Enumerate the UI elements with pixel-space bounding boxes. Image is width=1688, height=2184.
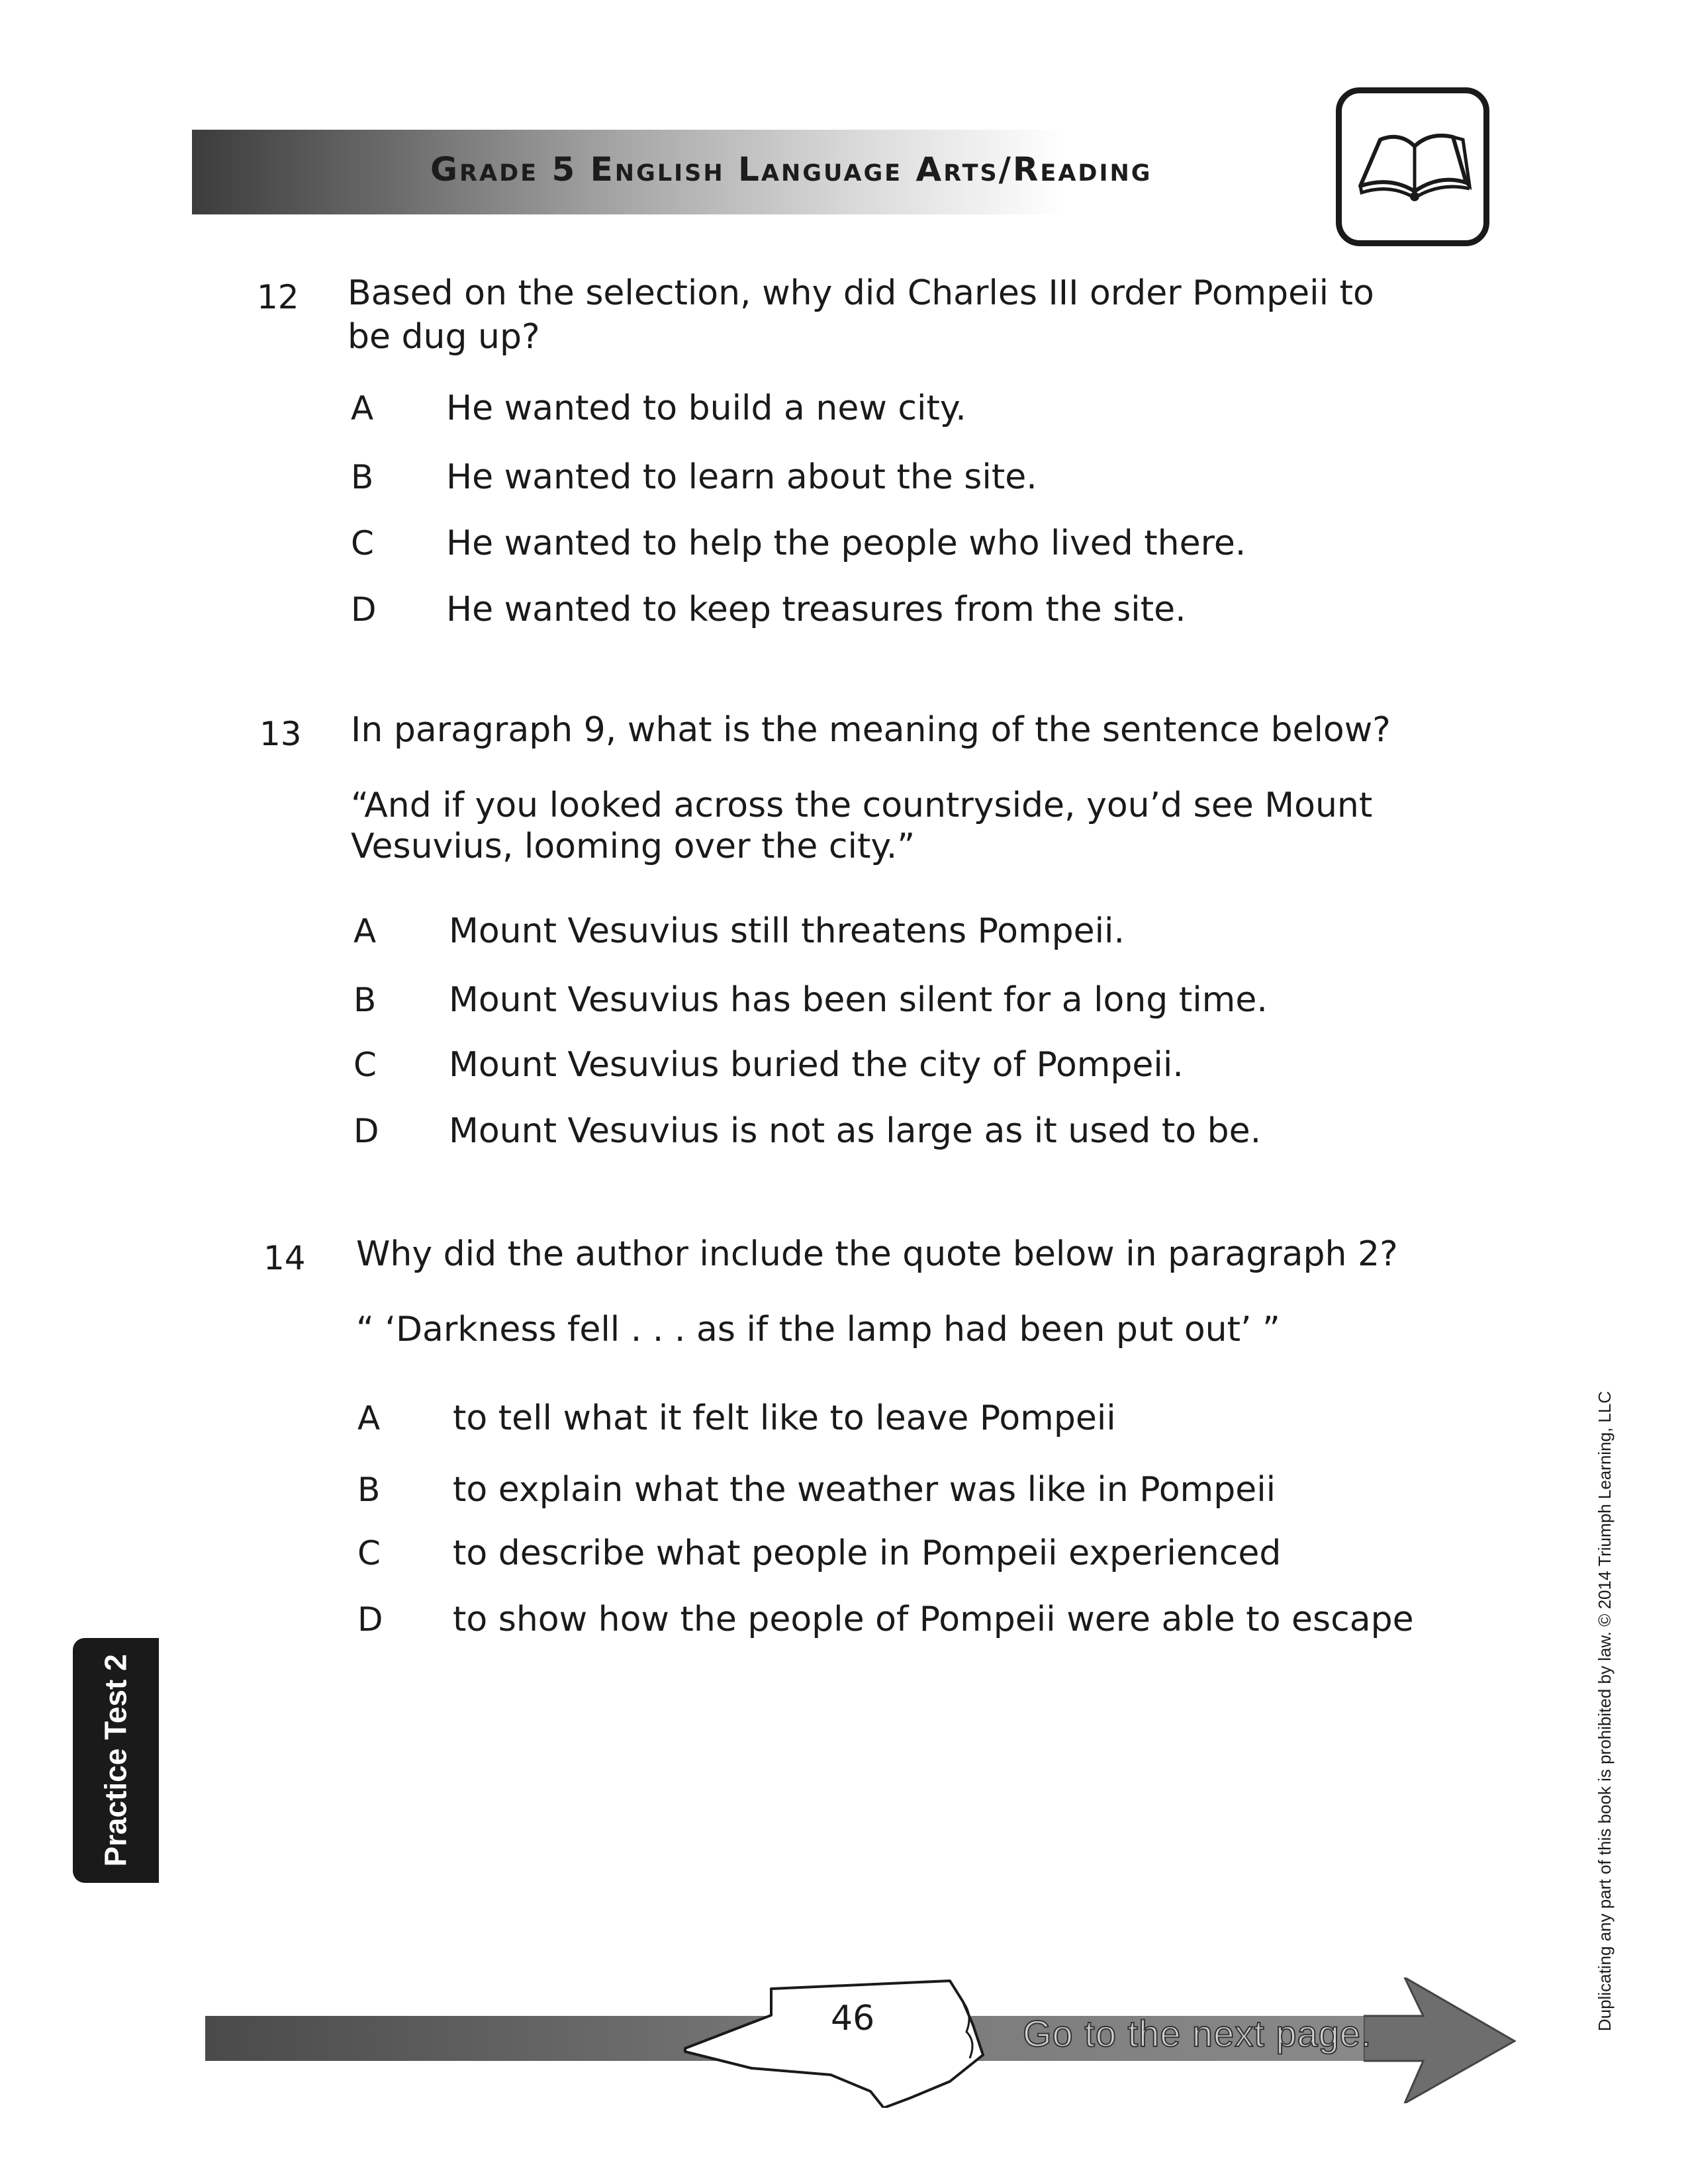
option-letter: C xyxy=(351,524,374,563)
option-letter: D xyxy=(351,590,377,629)
option-letter: B xyxy=(353,981,377,1019)
question-stem: In paragraph 9, what is the meaning of the sentence below? xyxy=(351,710,1391,750)
question-number: 14 xyxy=(263,1239,306,1277)
option-text: He wanted to keep treasures from the site. xyxy=(446,590,1186,629)
option-text: Mount Vesuvius is not as large as it used to be. xyxy=(449,1111,1262,1151)
page-number: 46 xyxy=(831,1999,875,2038)
practice-test-tab-label: Practice Test 2 xyxy=(99,1654,134,1867)
option-letter: A xyxy=(351,389,374,428)
option-letter: C xyxy=(353,1046,377,1084)
option-text: Mount Vesuvius has been silent for a long time. xyxy=(449,980,1268,1020)
next-page-label[interactable]: Go to the next page. xyxy=(1023,2013,1372,2054)
practice-test-tab-label-wrap xyxy=(73,1638,159,1883)
option-text: He wanted to help the people who lived there. xyxy=(446,523,1246,563)
option-letter: A xyxy=(353,912,377,950)
question-number: 13 xyxy=(259,715,302,753)
question-number: 12 xyxy=(257,278,299,316)
option-text: He wanted to build a new city. xyxy=(446,388,966,428)
option-letter: D xyxy=(353,1112,379,1150)
option-letter: A xyxy=(357,1399,381,1437)
option-text: Mount Vesuvius buried the city of Pompeii. xyxy=(449,1045,1184,1085)
question-stem: Based on the selection, why did Charles III order Pompeii to be dug up? xyxy=(348,273,1374,357)
right-arrow-icon[interactable] xyxy=(1364,1978,1516,2103)
open-book-icon xyxy=(1354,120,1472,212)
book-icon-frame xyxy=(1336,87,1489,246)
question-stem: Why did the author include the quote below in paragraph 2? xyxy=(356,1234,1398,1274)
quoted-sentence: “And if you looked across the countryside, you’d see Mount Vesuvius, looming over the city.” xyxy=(351,786,1373,866)
copyright-notice-wrap xyxy=(1575,1360,1635,2062)
option-text: to tell what it felt like to leave Pompeii xyxy=(453,1398,1116,1438)
option-text: Mount Vesuvius still threatens Pompeii. xyxy=(449,911,1125,951)
option-text: He wanted to learn about the site. xyxy=(446,457,1037,497)
option-text: to describe what people in Pompeii experienced xyxy=(453,1533,1282,1573)
option-letter: B xyxy=(357,1471,381,1509)
quoted-sentence: “ ‘Darkness fell . . . as if the lamp had been put out’ ” xyxy=(356,1310,1280,1349)
option-letter: B xyxy=(351,458,374,496)
option-letter: D xyxy=(357,1600,383,1639)
option-text: to explain what the weather was like in Pompeii xyxy=(453,1470,1276,1510)
page-title: Grade 5 English Language Arts/Reading xyxy=(430,150,1152,189)
copyright-notice: Duplicating any part of this book is prohibited by law. © 2014 Triumph Learning, LLC xyxy=(1595,1390,1615,2031)
option-text: to show how the people of Pompeii were able to escape xyxy=(453,1600,1414,1639)
north-carolina-map-icon xyxy=(672,1976,1016,2108)
option-letter: C xyxy=(357,1534,381,1572)
